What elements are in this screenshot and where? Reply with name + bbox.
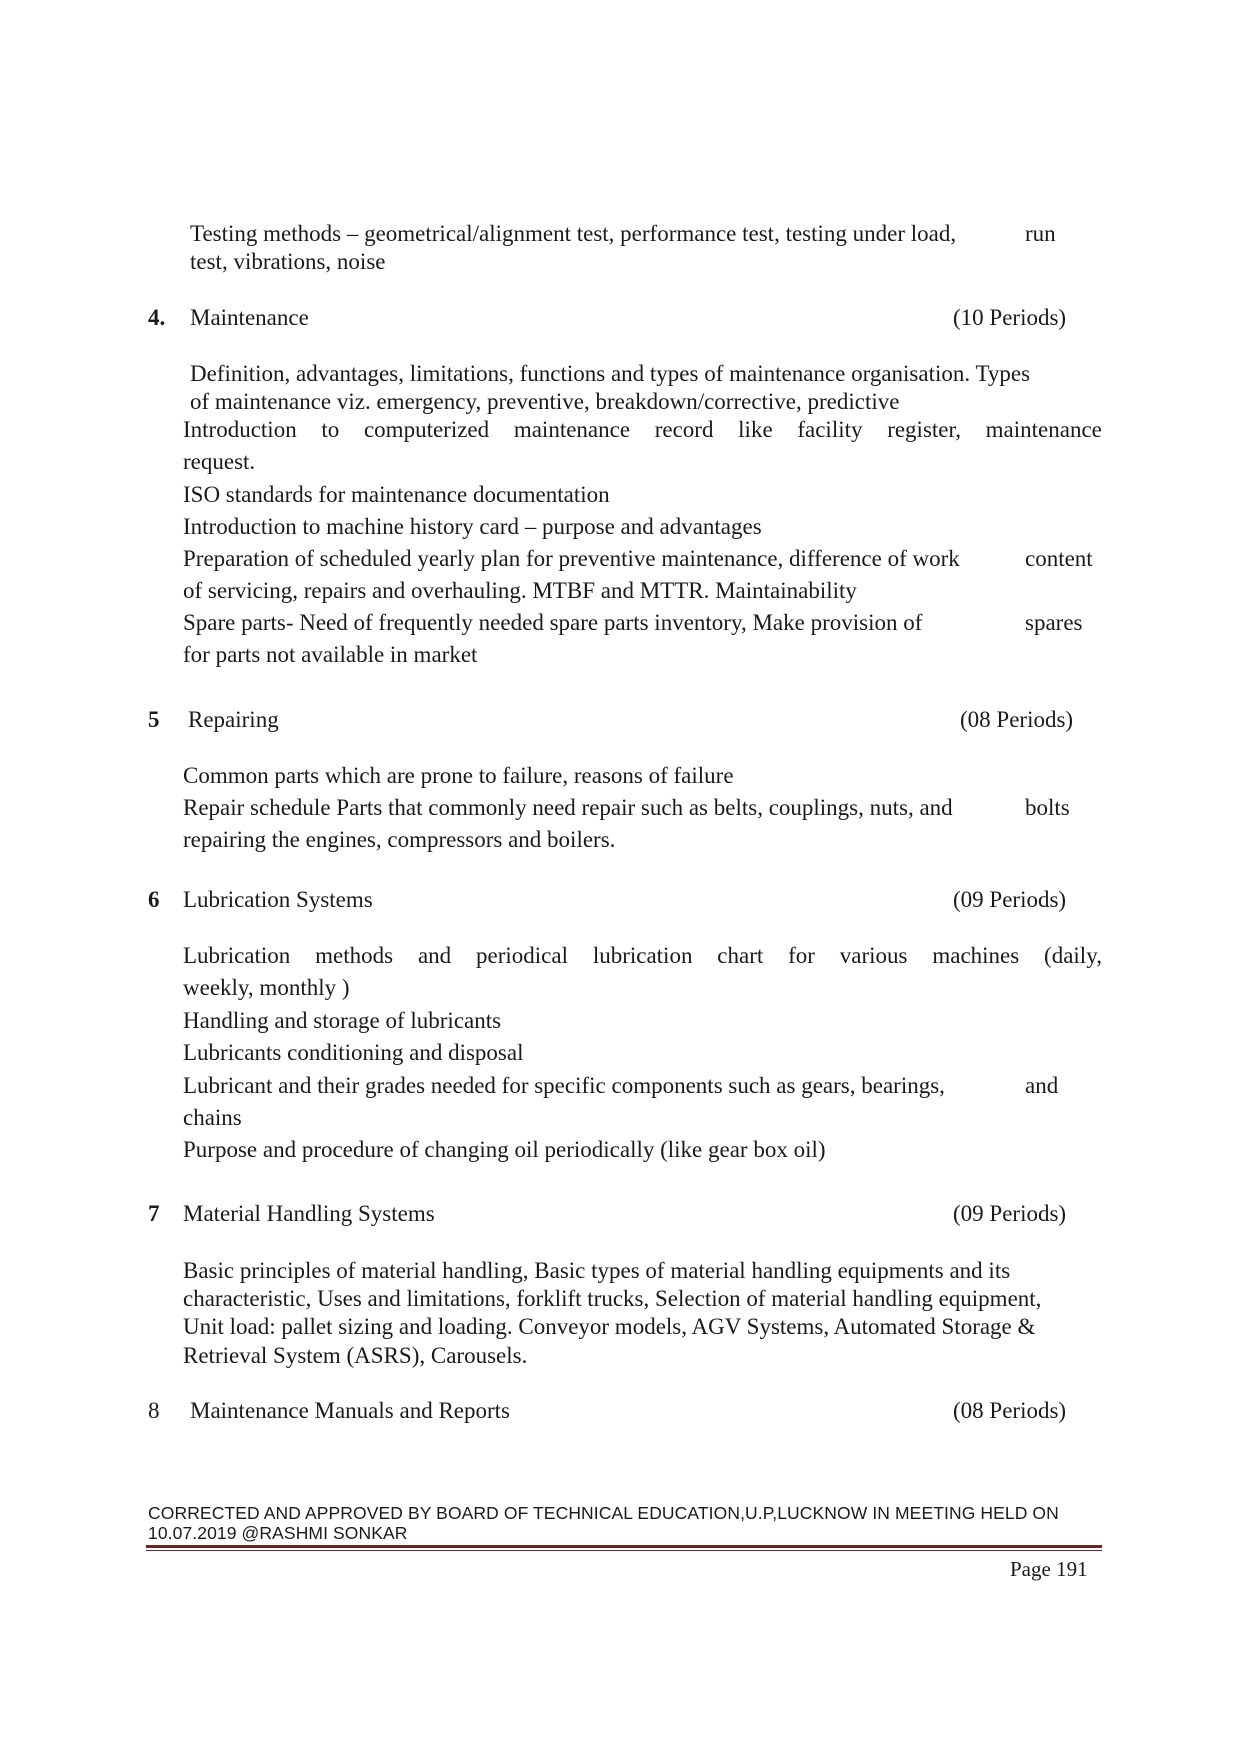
section-title: Maintenance (190, 305, 309, 330)
footer-rule (146, 1550, 1102, 1551)
section-title: Repairing (188, 707, 279, 732)
section-line: Repair schedule Parts that commonly need repair such as belts, couplings, nuts, and (183, 795, 953, 820)
section-line: repairing the engines, compressors and boilers. (183, 827, 616, 852)
section-line: Preparation of scheduled yearly plan for preventive maintenance, difference of work (183, 546, 960, 571)
section-line: for parts not available in market (183, 642, 478, 667)
section-line: weekly, monthly ) (183, 975, 350, 1000)
section-number: 8 (148, 1398, 160, 1423)
section-line: Lubricant and their grades needed for specific components such as gears, bearings, (183, 1073, 945, 1098)
section-line: Definition, advantages, limitations, functions and types of maintenance organisation. Types (190, 361, 1031, 386)
footer-note: 10.07.2019 @RASHMI SONKAR (148, 1523, 408, 1543)
intro-line: test, vibrations, noise (190, 249, 386, 274)
section-line: Introduction to machine history card – purpose and advantages (183, 514, 762, 539)
footer-note: CORRECTED AND APPROVED BY BOARD OF TECHNICAL EDUCATION,U.P,LUCKNOW IN MEETING HELD ON (148, 1503, 1059, 1523)
section-number: 6 (148, 887, 160, 912)
section-number: 5 (148, 707, 160, 732)
section-line: Retrieval System (ASRS), Carousels. (183, 1343, 528, 1368)
justified-line: Introduction to computerized maintenance record like facility register, maintenance (183, 417, 1102, 442)
section-line: request. (183, 449, 256, 474)
justified-line: Lubrication methods and periodical lubrication chart for various machines (daily, (183, 943, 1102, 968)
section-line: Purpose and procedure of changing oil periodically (like gear box oil) (183, 1137, 826, 1162)
intro-line-end: run (1025, 221, 1056, 246)
section-line-end: and (1025, 1073, 1059, 1098)
section-number: 7 (148, 1201, 160, 1226)
section-line: Basic principles of material handling, Basic types of material handling equipments and its (183, 1258, 1011, 1283)
section-periods: (08 Periods) (960, 707, 1074, 732)
section-line-end: spares (1025, 610, 1083, 635)
section-periods: (08 Periods) (953, 1398, 1067, 1423)
page-number: Page 191 (1010, 1557, 1088, 1581)
section-line-end: content (1025, 546, 1093, 571)
section-line: chains (183, 1105, 242, 1130)
footer-rule (146, 1545, 1102, 1548)
section-line: Handling and storage of lubricants (183, 1008, 502, 1033)
section-line: Lubricants conditioning and disposal (183, 1040, 524, 1065)
intro-line: Testing methods – geometrical/alignment test, performance test, testing under load, (190, 221, 957, 246)
section-periods: (09 Periods) (953, 887, 1067, 912)
section-title: Lubrication Systems (183, 887, 373, 912)
section-line: ISO standards for maintenance documentation (183, 482, 610, 507)
section-line: Unit load: pallet sizing and loading. Conveyor models, AGV Systems, Automated Storage & (183, 1314, 1036, 1339)
section-line: Spare parts- Need of frequently needed spare parts inventory, Make provision of (183, 610, 923, 635)
section-line: of servicing, repairs and overhauling. MTBF and MTTR. Maintainability (183, 578, 857, 603)
section-line-end: bolts (1025, 795, 1070, 820)
section-periods: (10 Periods) (953, 305, 1067, 330)
section-title: Maintenance Manuals and Reports (190, 1398, 510, 1423)
section-line: characteristic, Uses and limitations, forklift trucks, Selection of material handling equipment, (183, 1286, 1042, 1311)
section-number: 4. (148, 305, 166, 330)
section-periods: (09 Periods) (953, 1201, 1067, 1226)
section-line: of maintenance viz. emergency, preventive, breakdown/corrective, predictive (190, 389, 900, 414)
section-line: Common parts which are prone to failure, reasons of failure (183, 763, 734, 788)
section-title: Material Handling Systems (183, 1201, 435, 1226)
